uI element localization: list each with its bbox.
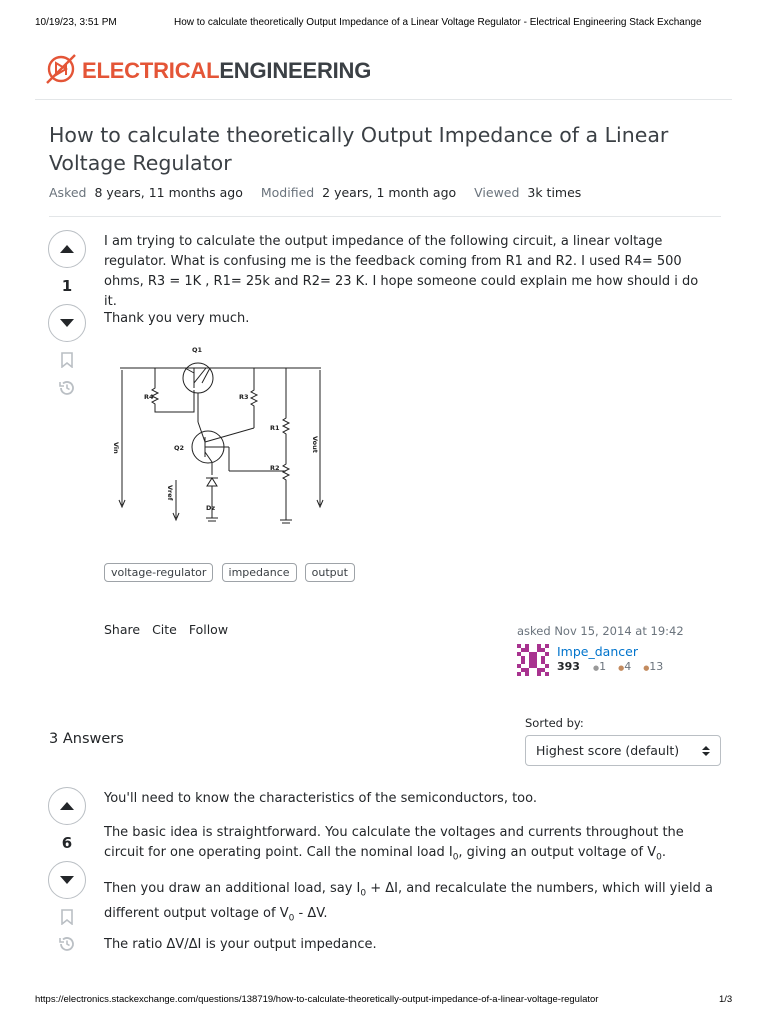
answer-downvote-button[interactable] — [48, 861, 86, 899]
asked-label: Asked — [49, 185, 87, 200]
sort-select[interactable] — [525, 735, 721, 766]
label-vref: Vref — [166, 485, 174, 501]
answer-activity-button[interactable] — [48, 935, 86, 957]
answer-upvote-button[interactable] — [48, 787, 86, 825]
bronze-badge-icon-2: ● — [643, 664, 650, 672]
label-q2: Q2 — [174, 444, 185, 452]
question-title[interactable]: How to calculate theoretically Output Impedance of a Linear Voltage Regulator — [49, 123, 669, 175]
user-name-link[interactable]: Impe_dancer — [557, 644, 638, 659]
viewed-label: Viewed — [474, 185, 520, 200]
post-menu — [104, 622, 236, 637]
logo-part2: ENGINEERING — [219, 58, 372, 83]
history-icon — [58, 379, 76, 397]
silver-badge-count: 1 — [599, 660, 607, 673]
tag-output[interactable]: output — [305, 563, 355, 582]
label-vout: Vout — [311, 436, 319, 453]
answer-p1: You'll need to know the characteristics of the semiconductors, too. — [104, 791, 537, 806]
sort-select-value: Highest score (default) — [536, 743, 680, 758]
user-reputation: 393 — [557, 660, 580, 673]
arrow-up-icon — [60, 245, 74, 253]
header-divider — [35, 99, 732, 100]
site-logo[interactable] — [44, 52, 371, 90]
viewed-value: 3k times — [527, 185, 582, 200]
modified-value: 2 years, 1 month ago — [322, 185, 457, 200]
question-upvote-button[interactable] — [48, 230, 86, 268]
label-r1: R1 — [270, 424, 280, 432]
silver-badge-icon: ● — [592, 664, 600, 672]
label-r4: R4 — [144, 393, 154, 401]
arrow-down-icon — [60, 319, 74, 327]
logo-part1: ELECTRICAL — [82, 58, 220, 83]
follow-link[interactable]: Follow — [188, 622, 229, 637]
label-q1: Q1 — [192, 346, 203, 354]
print-page-title: How to calculate theoretically Output Impedance of a Linear Voltage Regulator - Electrical Engineering Stack Exchange — [174, 17, 702, 28]
question-score: 1 — [61, 277, 73, 295]
label-vin: Vin — [112, 442, 120, 454]
label-r3: R3 — [239, 393, 249, 401]
label-dz: Dz — [206, 504, 216, 512]
logo-wordmark — [82, 58, 371, 84]
asked-value: 8 years, 11 months ago — [94, 185, 243, 200]
answer-p4: The ratio ΔV/ΔI is your output impedance. — [104, 937, 377, 952]
arrow-up-icon — [60, 802, 74, 810]
share-link[interactable]: Share — [104, 622, 141, 637]
answer-score: 6 — [61, 834, 73, 852]
sorted-by-label: Sorted by: — [525, 716, 584, 730]
sort-caret-icon — [702, 746, 710, 756]
question-tags — [104, 561, 358, 582]
bronze-badge-count-2: 13 — [649, 660, 664, 673]
asked-date: asked Nov 15, 2014 at 19:42 — [517, 624, 684, 638]
answer-bookmark-button[interactable] — [48, 909, 86, 929]
user-avatar[interactable] — [517, 644, 549, 676]
bronze-badge-icon: ● — [618, 664, 625, 672]
answer-p2: The basic idea is straightforward. You calculate the voltages and currents throughout the circuit for one operating point. Call the nominal load $I_0$, giving an output voltage of $V_0$. — [104, 825, 684, 863]
answers-count: 3 Answers — [49, 731, 124, 747]
answer-p3: Then you draw an additional load, say $I_0 + \Delta I$, and recalculate the numbers, which will yield a different output voltage of $V_0$ - ΔV. — [104, 881, 713, 924]
question-body-p1: I am trying to calculate the output impedance of the following circuit, a linear voltage regulator. What is confusing me is the feedback coming from R1 and R2. I used R4= 500 ohms, R3 = 1K , R1= 25k and R2= 23 K. I hope someone could explain me how should i do it. — [104, 234, 699, 309]
user-stats — [557, 660, 663, 673]
print-page-number: 1/3 — [719, 994, 733, 1005]
activity-button[interactable] — [48, 379, 86, 401]
history-icon — [58, 935, 76, 953]
tag-voltage-regulator[interactable]: voltage-regulator — [104, 563, 213, 582]
tag-impedance[interactable]: impedance — [222, 563, 297, 582]
question-downvote-button[interactable] — [48, 304, 86, 342]
ee-logo-icon — [44, 52, 78, 90]
arrow-down-icon — [60, 876, 74, 884]
label-r2: R2 — [270, 464, 280, 472]
bookmark-icon — [60, 909, 74, 925]
question-meta — [49, 185, 595, 200]
bookmark-button[interactable] — [48, 352, 86, 372]
circuit-schematic — [108, 340, 338, 530]
bronze-badge-count-1: 4 — [624, 660, 632, 673]
modified-label: Modified — [260, 185, 315, 200]
cite-link[interactable]: Cite — [152, 622, 177, 637]
print-url: https://electronics.stackexchange.com/questions/138719/how-to-calculate-theoretically-output-impedance-of-a-linear-voltage-regulator — [35, 994, 599, 1005]
bookmark-icon — [60, 352, 74, 368]
meta-divider — [49, 216, 721, 217]
question-body-p2: Thank you very much. — [104, 311, 250, 326]
print-datetime: 10/19/23, 3:51 PM — [35, 17, 117, 28]
